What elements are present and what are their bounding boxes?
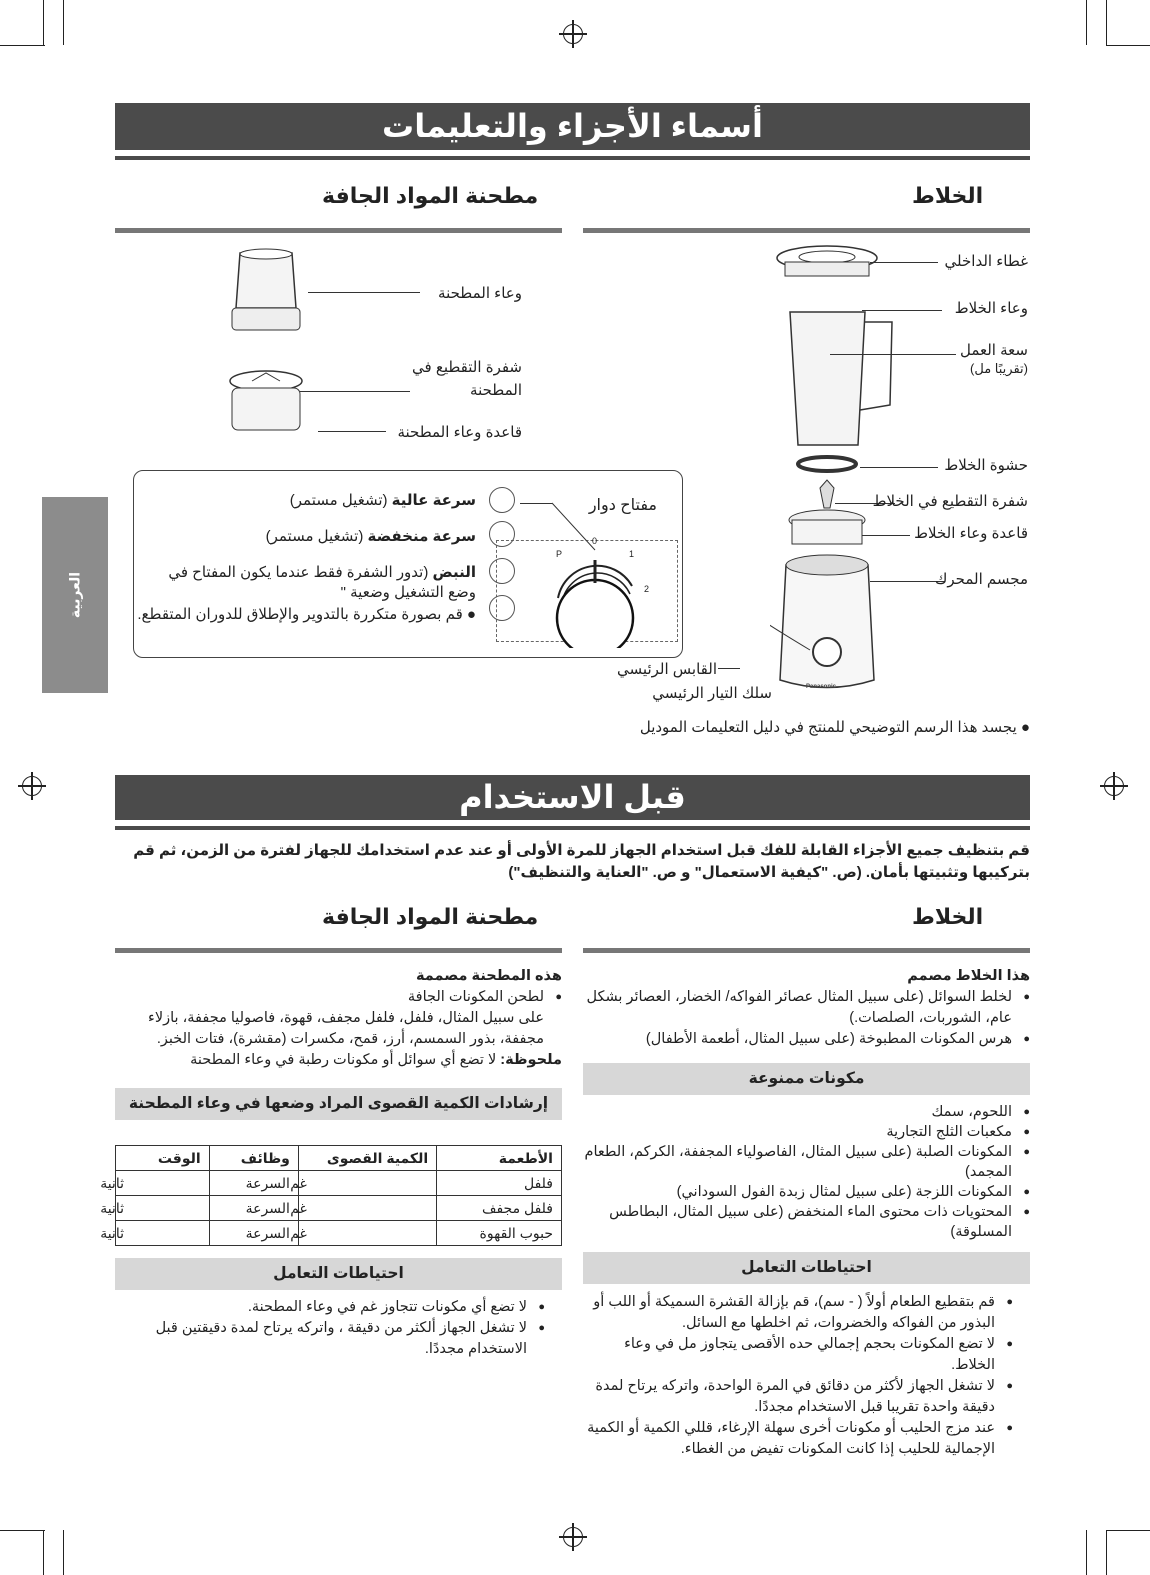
label-power-cord: سلك التيار الرئيسي xyxy=(652,685,772,702)
mill-illustration xyxy=(222,248,312,448)
registration-mark xyxy=(563,1527,583,1547)
mill-designed-section xyxy=(115,966,562,1071)
label-inner-lid: غطاء الداخلي xyxy=(944,253,1028,270)
brand-logo: Panasonic xyxy=(806,684,837,690)
crop-mark xyxy=(43,1530,44,1575)
label-mill-jar: وعاء المطحنة xyxy=(438,285,522,302)
crop-mark xyxy=(63,0,64,45)
list-item: ● هرس المكونات المطبوخة (على سبيل المثال، أطعمة الأطفال) xyxy=(583,1029,1012,1050)
crop-mark xyxy=(1106,0,1107,45)
mode-indicator-pulse xyxy=(489,558,515,584)
section-title-before-use: قبل الاستخدام xyxy=(115,775,1030,820)
mill-heading-2: مطحنة المواد الجافة xyxy=(322,904,539,929)
max-quantity-heading: إرشادات الكمية القصوى المراد وضعها في وعاء المطحنة xyxy=(115,1088,562,1120)
list-item: ● قم بتقطيع الطعام أولاً ( - سم)، قم بإزالة القشرة السميكة أو اللب أو البذور من الفواكه والخضروات، ثم اخلطها مع السائل. xyxy=(583,1292,995,1334)
list-item: ● لا تشغل الجهاز ألكثر من دقيقة ، واتركه يرتاح لمدة دقيقتين قبل الاستخدام مجددًا. xyxy=(135,1318,527,1360)
label-mill-blade: شفرة التقطيع في xyxy=(412,359,522,376)
mode-indicator-low xyxy=(489,521,515,547)
dial-mark-high: 2 xyxy=(644,584,650,594)
list-item: ● لطحن المكونات الجافة xyxy=(115,987,544,1008)
crop-mark xyxy=(1106,1530,1150,1531)
label-mill-jar-base: قاعدة وعاء المطحنة xyxy=(397,424,522,441)
list-item: ● عند مزج الحليب أو مكونات أخرى سهلة الإرغاء، قللي الكمية أو الكمية الإجمالية للحليب إذا كانت المكونات تفيض من الغطاء. xyxy=(583,1418,995,1460)
label-main-plug: القابس الرئيسي xyxy=(617,661,717,678)
mode-indicator-high xyxy=(489,487,515,513)
crop-mark xyxy=(0,1530,45,1531)
divider xyxy=(115,156,1030,164)
mill-precautions-heading: احتياطات التعامل xyxy=(115,1258,562,1290)
mode-high-speed: سرعة عالية (تشغيل مستمر) xyxy=(289,492,476,509)
list-item: ● اللحوم، سمك xyxy=(583,1102,1012,1122)
divider xyxy=(115,948,562,953)
mill-heading: مطحنة المواد الجافة xyxy=(322,183,539,208)
intro-paragraph: قم بتنظيف جميع الأجزاء القابلة للفك قبل استخدام الجهاز للمرة الأولى أو عند عدم استخدامك للجهاز لفترة من الزمن، ثم قم بتركيبها وتثبيتها بأمان. (ص. "كيفية الاستعمال" و ص. "العناية والتنظيف") xyxy=(133,842,1030,881)
crop-mark xyxy=(1086,1530,1087,1575)
dial-mark-off: 0 xyxy=(592,536,598,546)
prohibited-list xyxy=(583,1102,1030,1242)
mill-designed-heading: هذه المطحنة مصممة xyxy=(416,968,562,984)
crop-mark xyxy=(63,1530,64,1575)
label-mill-blade-2: المطحنة xyxy=(470,382,522,399)
language-side-tab xyxy=(42,497,108,693)
crop-mark xyxy=(1106,45,1150,46)
blender-heading-2: الخلاط xyxy=(912,904,984,929)
divider xyxy=(115,826,1030,834)
table-header-row: الأطعمة الكمية القصوى وظائف الوقت xyxy=(116,1146,562,1171)
divider xyxy=(583,948,1030,953)
mill-note: ملحوظة: لا تضع أي سوائل أو مكونات رطبة في وعاء المطحنة xyxy=(190,1052,562,1068)
crop-mark xyxy=(43,0,44,45)
list-item: ● لا تشغل الجهاز لأكثر من دقائق في المرة الواحدة، واتركه يرتاح لمدة دقيقة واحدة تقريبا قبل الاستخدام مجددًا. xyxy=(583,1376,995,1418)
label-working-capacity: سعة العمل xyxy=(959,342,1028,359)
blender-heading: الخلاط xyxy=(912,183,984,208)
label-capacity-value: (تقريبًا مل) xyxy=(970,361,1028,376)
label-blender-packing: حشوة الخلاط xyxy=(944,457,1028,474)
table-row: فلفل مجفف غم السرعة ثانية xyxy=(116,1196,562,1221)
registration-mark xyxy=(22,776,42,796)
blender-precautions-list xyxy=(583,1292,1013,1460)
divider xyxy=(583,228,1030,233)
crop-mark xyxy=(1086,0,1087,45)
registration-mark xyxy=(1104,776,1124,796)
section-title-parts: أسماء الأجزاء والتعليمات xyxy=(115,103,1030,150)
list-item: ● مكعبات الثلج التجارية xyxy=(583,1122,1012,1142)
crop-mark xyxy=(1106,1530,1107,1575)
list-item: ● المكونات اللزجة (على سبيل لمثال زبدة الفول السوداني) xyxy=(583,1182,1012,1202)
pulse-note: ● قم بصورة متكررة بالتدوير والإطلاق للدوران المتقطع. xyxy=(137,606,476,623)
crop-mark xyxy=(0,45,45,46)
mill-precautions-list xyxy=(135,1297,545,1360)
label-motor-body: مجسم المحرك xyxy=(935,571,1028,588)
max-quantity-table xyxy=(100,1145,562,1246)
illustration-footnote: ● يجسد هذا الرسم التوضيحي للمنتج في دليل التعليمات الموديل xyxy=(639,719,1030,736)
list-item: ● لخلط السوائل (على سبيل المثال عصائر الفواكه/ الخضار، العصائر بشكل عام، الشوربات، الصلصات.) xyxy=(583,987,1012,1029)
table-row: فلفل غم السرعة ثانية xyxy=(116,1171,562,1196)
language-tab-label: العربية xyxy=(66,571,83,619)
label-blender-jar: وعاء الخلاط xyxy=(954,300,1028,317)
blender-illustration xyxy=(770,240,900,700)
registration-mark xyxy=(563,24,583,44)
mode-pulse: النبض (تدور الشفرة فقط عندما يكون المفتاح في وضع التشغيل وضعية " xyxy=(168,564,476,601)
blender-designed-section xyxy=(583,966,1030,1050)
table-row: حبوب القهوة غم السرعة ثانية xyxy=(116,1221,562,1246)
prohibited-heading: مكونات ممنوعة xyxy=(583,1063,1030,1095)
blender-designed-heading: هذا الخلاط مصمم xyxy=(907,968,1030,984)
label-blender-blade: شفرة التقطيع في الخلاط xyxy=(872,493,1028,510)
list-item: ● المكونات الصلبة (على سبيل المثال، الفاصولياء المجففة، الكركم، الطعام المجمد) xyxy=(583,1142,1012,1182)
mode-indicator-intermittent xyxy=(489,595,515,621)
rotary-switch-label: مفتاح دوار xyxy=(588,497,657,514)
dial-mark-low: 1 xyxy=(629,549,635,559)
divider xyxy=(115,228,562,233)
label-blender-jar-base: قاعدة وعاء الخلاط xyxy=(914,525,1028,542)
mode-low-speed: سرعة منخفضة (تشغيل مستمر) xyxy=(265,528,476,545)
dial-mark-pulse: P xyxy=(556,549,563,559)
list-item: ● لا تضع أي مكونات تتجاوز غم في وعاء المطحنة. xyxy=(135,1297,527,1318)
mill-examples: على سبيل المثال، فلفل، فلفل مجفف، قهوة، فاصوليا مجففة، بازلاء مجففة، بذور السمسم، أرز، قمح، مكسرات (مقشرة)، فتات الخبز. xyxy=(148,1010,544,1047)
blender-precautions-heading: احتياطات التعامل xyxy=(583,1252,1030,1284)
list-item: ● لا تضع المكونات بحجم إجمالي حده الأقصى يتجاوز مل في وعاء الخلاط. xyxy=(583,1334,995,1376)
list-item: ● المحتويات ذات محتوى الماء المنخفض (على سبيل المثال، البطاطس المسلوقة) xyxy=(583,1202,1012,1242)
